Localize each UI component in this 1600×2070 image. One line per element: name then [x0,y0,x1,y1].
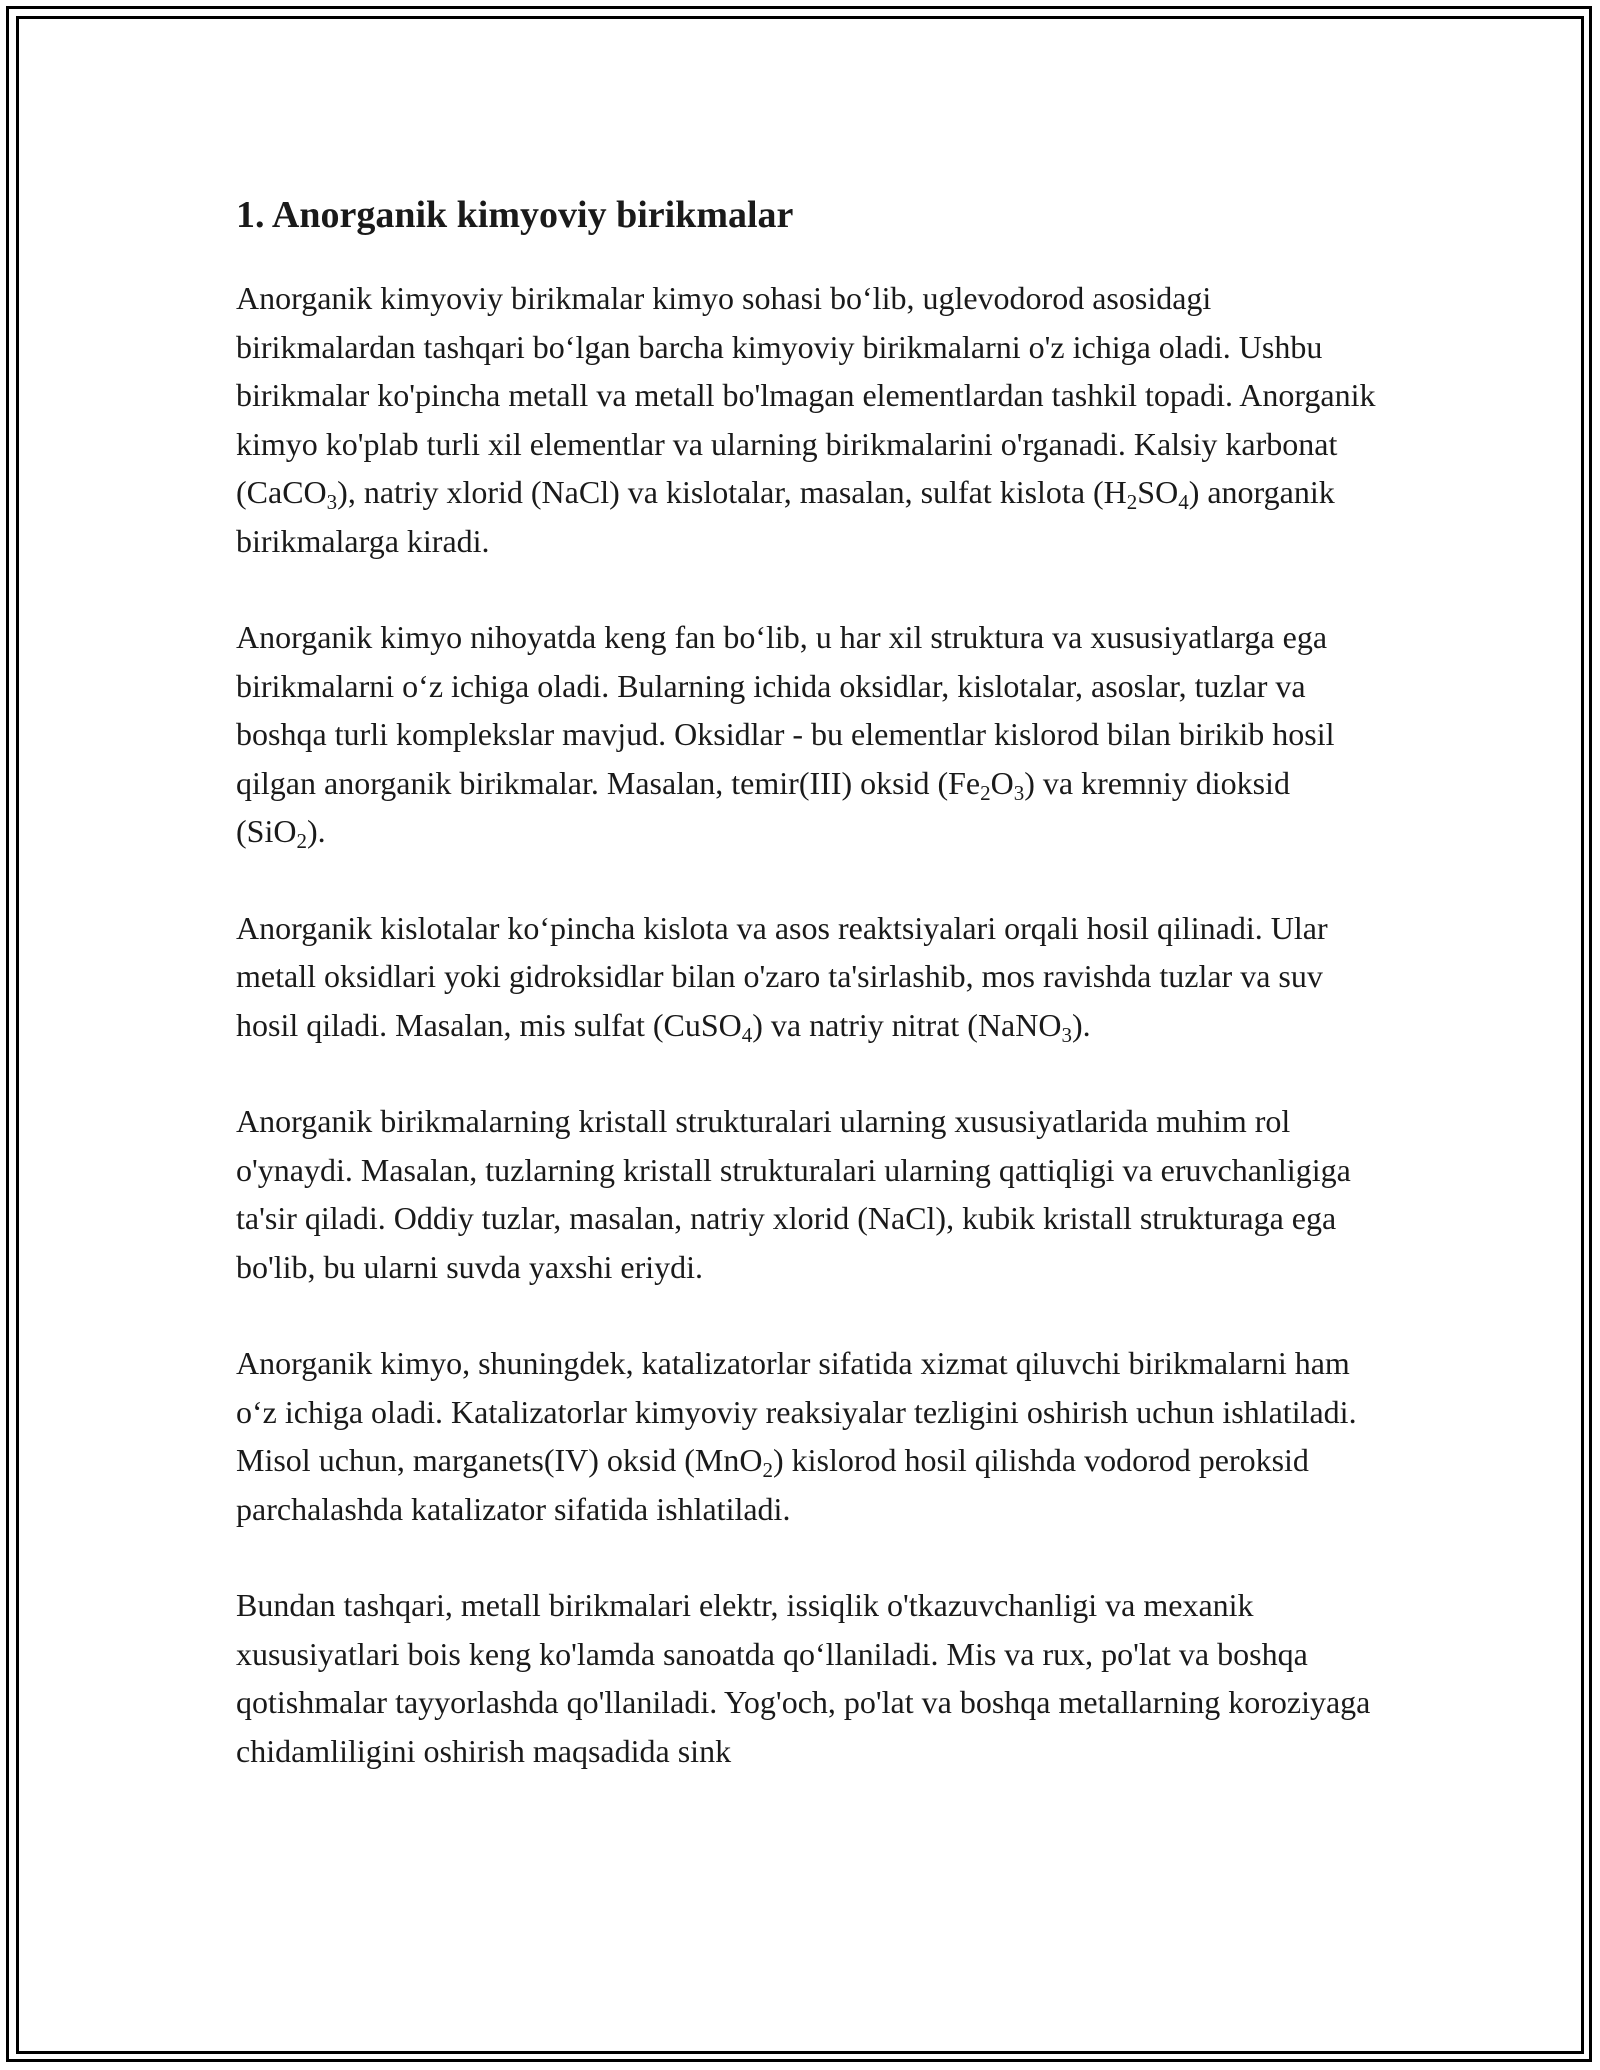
paragraph-2 [236,613,1376,856]
paragraph-2-text-d: ). [306,813,326,849]
paragraph-1-text-a: Anorganik kimyoviy birikmalar kimyo sohasi bo‘lib, uglevodorod asosidagi birikmalardan tashqari bo‘lgan barcha kimyoviy birikmalarni o'z ichiga oladi. Ushbu birikmalar ko'pincha metall va metall bo'lmagan elementlardan tashkil topadi. Anorganik kimyo ko'plab turli xil elementlar va ularning birikmalarini o'rganadi. Kalsiy karbonat (CaCO [236,280,1376,510]
paragraph-3-text-a: Anorganik kislotalar ko‘pincha kislota va asos reaktsiyalari orqali hosil qilinadi. Ular metall oksidlari yoki gidroksidlar bilan o'zaro ta'sirlashib, mos ravishda tuzlar va suv hosil qiladi. Masalan, mis sulfat (CuSO [236,909,1328,1043]
subscript: 3 [326,490,338,514]
document-body [236,186,1376,1823]
subscript: 2 [296,829,307,853]
paragraph-3 [236,904,1376,1050]
subscript: 3 [1013,780,1025,805]
subscript: 2 [1126,490,1138,514]
paragraph-3-text-c: ). [1071,1006,1091,1043]
paragraph-5-text-a: Anorganik kimyo, shuningdek, katalizatorlar sifatida xizmat qiluvchi birikmalarni ham o‘z ichiga oladi. Katalizatorlar kimyoviy reaksiyalar tezligini oshirish uchun ishlatiladi. Misol uchun, marganets(IV) oksid (MnO [236,1345,1357,1478]
subscript: 4 [1178,490,1189,514]
paragraph-5 [236,1339,1376,1533]
paragraph-3-text-b: ) va natriy nitrat (NaNO [752,1006,1062,1043]
paragraph-4: Anorganik birikmalarning kristall strukturalari ularning xususiyatlarida muhim rol o'ynaydi. Masalan, tuzlarning kristall strukturalari ularning qattiqligi va eruvchanligiga ta'sir qiladi. Oddiy tuzlar, masalan, natriy xlorid (NaCl), kubik kristall strukturaga ega bo'lib, bu ularni suvda yaxshi eriydi. [236,1103,1351,1285]
paragraph-1-text-d: ) anorganik birikmalarga kiradi. [236,474,1335,559]
section-heading: 1. Anorganik kimyoviy birikmalar [236,194,794,236]
paragraph-5-text-b: ) kislorod hosil qilishda vodorod peroksid parchalashda katalizator sifatida ishlatiladi. [236,1442,1309,1527]
subscript: 2 [980,780,991,805]
paragraph-1-text-b: ), natriy xlorid (NaCl) va kislotalar, masalan, sulfat kislota (H [337,474,1127,510]
paragraph-2-text-b: O [990,764,1014,801]
paragraph-1 [236,274,1376,565]
subscript: 3 [1061,1022,1072,1047]
subscript: 4 [741,1022,753,1047]
paragraph-2-text-a: Anorganik kimyo nihoyatda keng fan bo‘lib, u har xil struktura va xususiyatlarga ega birikmalarni o‘z ichiga oladi. Bularning ichida oksidlar, kislotalar, asoslar, tuzlar va boshqa turli komplekslar mavjud. Oksidlar - bu elementlar kislorod bilan birikib hosil qilgan anorganik birikmalar. Masalan, temir(III) oksid (Fe [236,619,1335,801]
paragraph-6: Bundan tashqari, metall birikmalari elektr, issiqlik o'tkazuvchanligi va mexanik xususiyatlari bois keng ko'lamda sanoatda qo‘llaniladi. Mis va rux, po'lat va boshqa qotishmalar tayyorlashda qo'llaniladi. Yog'och, po'lat va boshqa metallarning koroziyaga chidamliligini oshirish maqsadida sink [236,1587,1371,1769]
paragraph-1-text-c: SO [1137,474,1179,510]
paragraph-2-text-c: ) va kremniy dioksid (SiO [236,764,1290,849]
subscript: 2 [762,1458,773,1482]
